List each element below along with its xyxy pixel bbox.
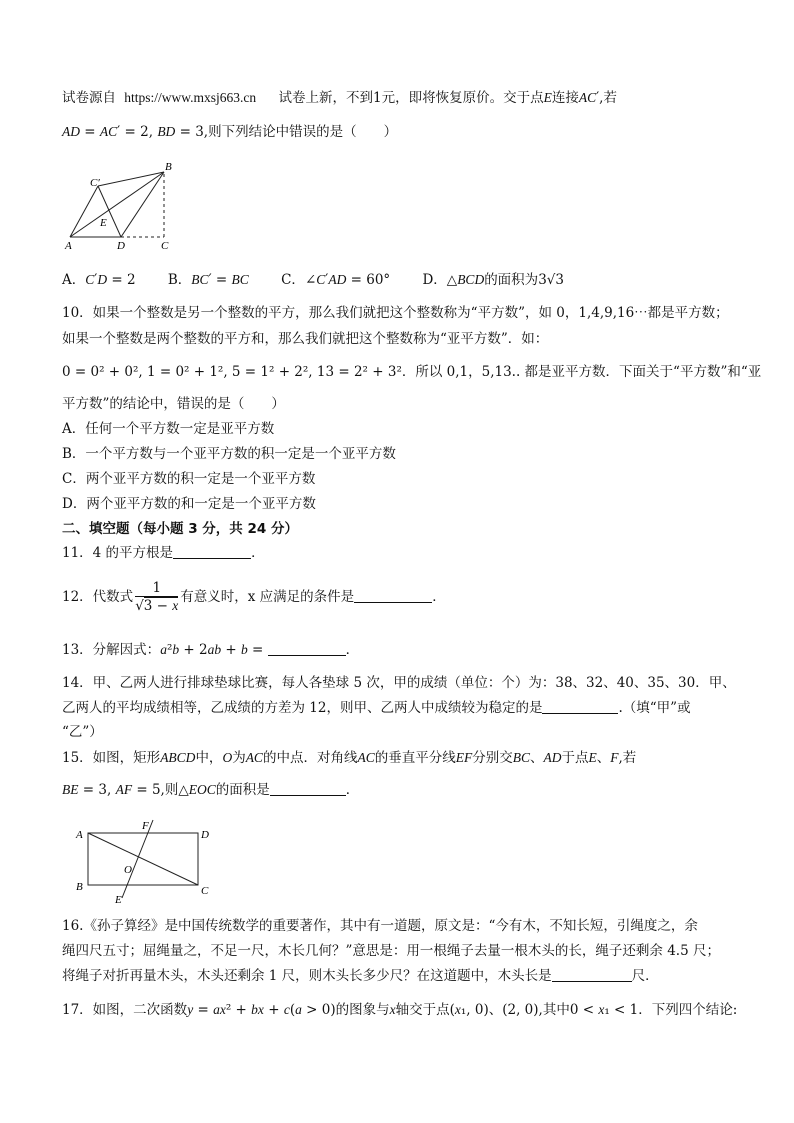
q15-label-o: O	[124, 864, 132, 876]
q9-label-c: C	[161, 240, 169, 252]
q9-option-b[interactable]: B．BC′ = BC	[167, 272, 249, 288]
q10-option-b[interactable]: B．一个平方数与一个亚平方数的积一定是一个亚平方数	[62, 446, 396, 462]
section2-title: 二、填空题（每小题 3 分，共 24 分）	[62, 521, 298, 537]
q15-label-e: E	[115, 894, 122, 904]
header-source: 试卷源自	[62, 90, 116, 106]
q9-option-a[interactable]: A．C′D = 2	[62, 272, 136, 288]
q9-label-a: A	[65, 240, 72, 252]
q15-label-c: C	[201, 885, 209, 897]
q15-figure	[70, 816, 215, 904]
q10-line3: 0 = 0² + 0², 1 = 0² + 1², 5 = 1² + 2², 13 = 2² + 3²．所以 0,1，5,13.. 都是亚平方数．下面关于“平方数”和“亚	[62, 364, 762, 380]
header-url[interactable]: https://www.mxsj663.cn	[124, 90, 257, 105]
q15-label-a: A	[76, 829, 83, 841]
q14-answer-blank[interactable]	[542, 699, 618, 714]
q15-answer-blank[interactable]	[270, 781, 346, 796]
q9-label-d: D	[117, 240, 125, 252]
header-line: 试卷源自 https://www.mxsj663.cn 试卷上新，不到1元，即将恢复原价。交于点E连接AC′,若	[62, 90, 617, 106]
q15-line2: BE = 3, AF = 5,则△EOC的面积是 ．	[62, 782, 360, 798]
q10-line1: 10．如果一个整数是另一个整数的平方，那么我们就把这个整数称为“平方数”，如 0，1,4,9,16⋯都是平方数；	[62, 305, 729, 321]
q9-options	[62, 270, 564, 290]
q9-figure	[62, 160, 182, 252]
q12: 12．代数式 $\frac{1}{√3 - x}$ 有意义时，x 应满足的条件是 ．	[62, 580, 446, 614]
q9-option-c[interactable]: C．∠C′AD = 60°	[281, 272, 391, 288]
q14-line3: “乙”）	[62, 724, 103, 740]
q10-option-d[interactable]: D．两个亚平方数的和一定是一个亚平方数	[62, 496, 316, 512]
q13-answer-blank[interactable]	[268, 641, 346, 656]
q13: 13．分解因式：a²b + 2ab + b = ．	[62, 642, 360, 658]
q10-option-c[interactable]: C．两个亚平方数的积一定是一个亚平方数	[62, 471, 316, 487]
q14-line2: 乙两人的平均成绩相等，乙成绩的方差为 12，则甲、乙两人中成绩较为稳定的是 .（填“甲”或	[62, 700, 691, 716]
q16-line1: 16.《孙子算经》是中国传统数学的重要著作，其中有一道题，原文是：“今有木，不知长短，引绳度之，余	[62, 918, 698, 934]
q9-option-d[interactable]: D．△BCD的面积为3√3	[422, 272, 564, 288]
q16-line3: 将绳子对折再量木头，木头还剩余 1 尺，则木头长多少尺？在这道题中，木头长是 尺．	[62, 968, 659, 984]
header-notice: 试卷上新，不到1元，即将恢复原价。交于点	[278, 90, 544, 106]
q15-label-b: B	[76, 881, 83, 893]
q17: 17．如图，二次函数y = ax² + bx + c(a > 0)的图象与x轴交于点(x₁, 0)、(2, 0),其中0 < x₁ < 1．下列四个结论:	[62, 1002, 738, 1018]
q12-fraction: $\frac{1}{√3 - x}$	[135, 580, 179, 614]
q9-label-b: B	[165, 161, 172, 173]
q10-option-a[interactable]: A．任何一个平方数一定是亚平方数	[62, 421, 275, 437]
q11: 11．4 的平方根是 ．	[62, 545, 265, 561]
q10-line2: 如果一个整数是两个整数的平方和，那么我们就把这个整数称为“亚平方数”．如：	[62, 331, 549, 347]
q9-label-c-prime: C′	[90, 177, 100, 189]
q16-line2: 绳四尺五寸；屈绳量之，不足一尺，木长几何？”意思是：用一根绳子去量一根木头的长，绳子还剩余 4.5 尺；	[62, 943, 720, 959]
q10-line4: 平方数”的结论中，错误的是（ ）	[62, 396, 285, 412]
q11-answer-blank[interactable]	[173, 544, 251, 559]
q16-answer-blank[interactable]	[552, 967, 632, 982]
q15-line1: 15．如图，矩形ABCD中，O为AC的中点．对角线AC的垂直平分线EF分别交BC、AD于点E、F,若	[62, 750, 637, 766]
q9-statement: AD = AC′ = 2, BD = 3,则下列结论中错误的是（ ）	[62, 124, 398, 140]
q15-label-f: F	[142, 820, 149, 832]
header-notice-tail: 连接	[551, 90, 579, 106]
q14-line1: 14．甲、乙两人进行排球垫球比赛，每人各垫球 5 次，甲的成绩（单位：个）为：38、32、40、35、30．甲、	[62, 675, 736, 691]
q12-answer-blank[interactable]	[354, 588, 432, 603]
q15-label-d: D	[201, 829, 209, 841]
q9-label-e: E	[100, 217, 107, 229]
